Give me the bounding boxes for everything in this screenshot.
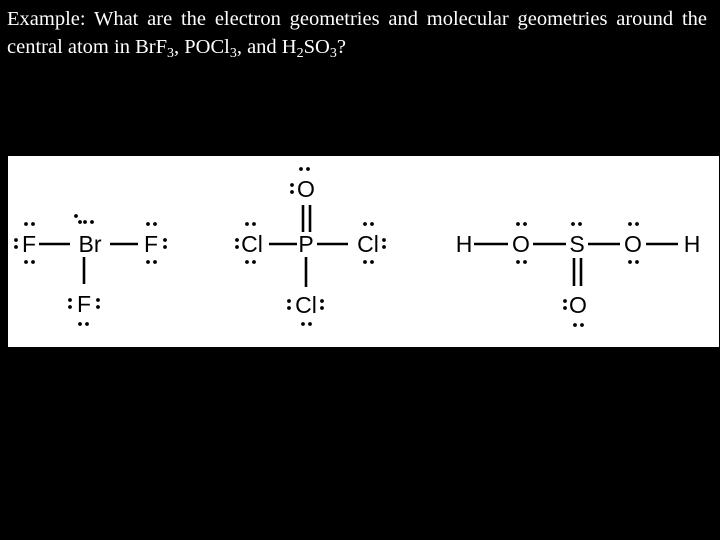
atom-o-bottom: O: [569, 292, 587, 318]
question-mark: ?: [336, 36, 346, 58]
question-text: [7, 5, 707, 61]
formula-h2so3-subscript-2: 2: [296, 46, 304, 61]
atom-p: P: [298, 231, 314, 257]
formula-brf3: BrF: [135, 36, 167, 58]
atom-o-right: O: [624, 231, 642, 257]
atom-cl-right: Cl: [357, 231, 379, 257]
atom-br: Br: [78, 231, 102, 257]
lewis-structures-panel: [8, 156, 719, 347]
atom-o-left: O: [512, 231, 530, 257]
atom-cl-bottom: Cl: [295, 292, 317, 318]
atom-f-right: F: [143, 231, 159, 257]
atom-cl-left: Cl: [241, 231, 263, 257]
h2so3-structure: [456, 222, 701, 327]
pocl3-structure: [235, 167, 386, 326]
formula-h2so3-so: SO: [303, 36, 330, 58]
formula-h2so3-h: H: [281, 36, 297, 58]
atom-h-right: H: [683, 231, 701, 257]
atom-o-top: O: [297, 176, 315, 202]
atom-f-left: F: [21, 231, 37, 257]
atom-s: S: [569, 231, 585, 257]
formula-h2so3-subscript-3: 3: [329, 46, 337, 61]
formula-pocl3: POCl: [184, 36, 230, 58]
atom-f-bottom: F: [76, 291, 92, 317]
separator: ,: [173, 36, 185, 58]
brf3-structure: [14, 214, 167, 326]
formula-brf3-subscript: 3: [166, 46, 174, 61]
formula-pocl3-subscript: 3: [229, 46, 237, 61]
question-prefix: Example: What are the electron geometries and molecular geometries around the central atom in: [7, 8, 707, 58]
atom-h-left: H: [455, 231, 473, 257]
separator: , and: [236, 36, 282, 58]
